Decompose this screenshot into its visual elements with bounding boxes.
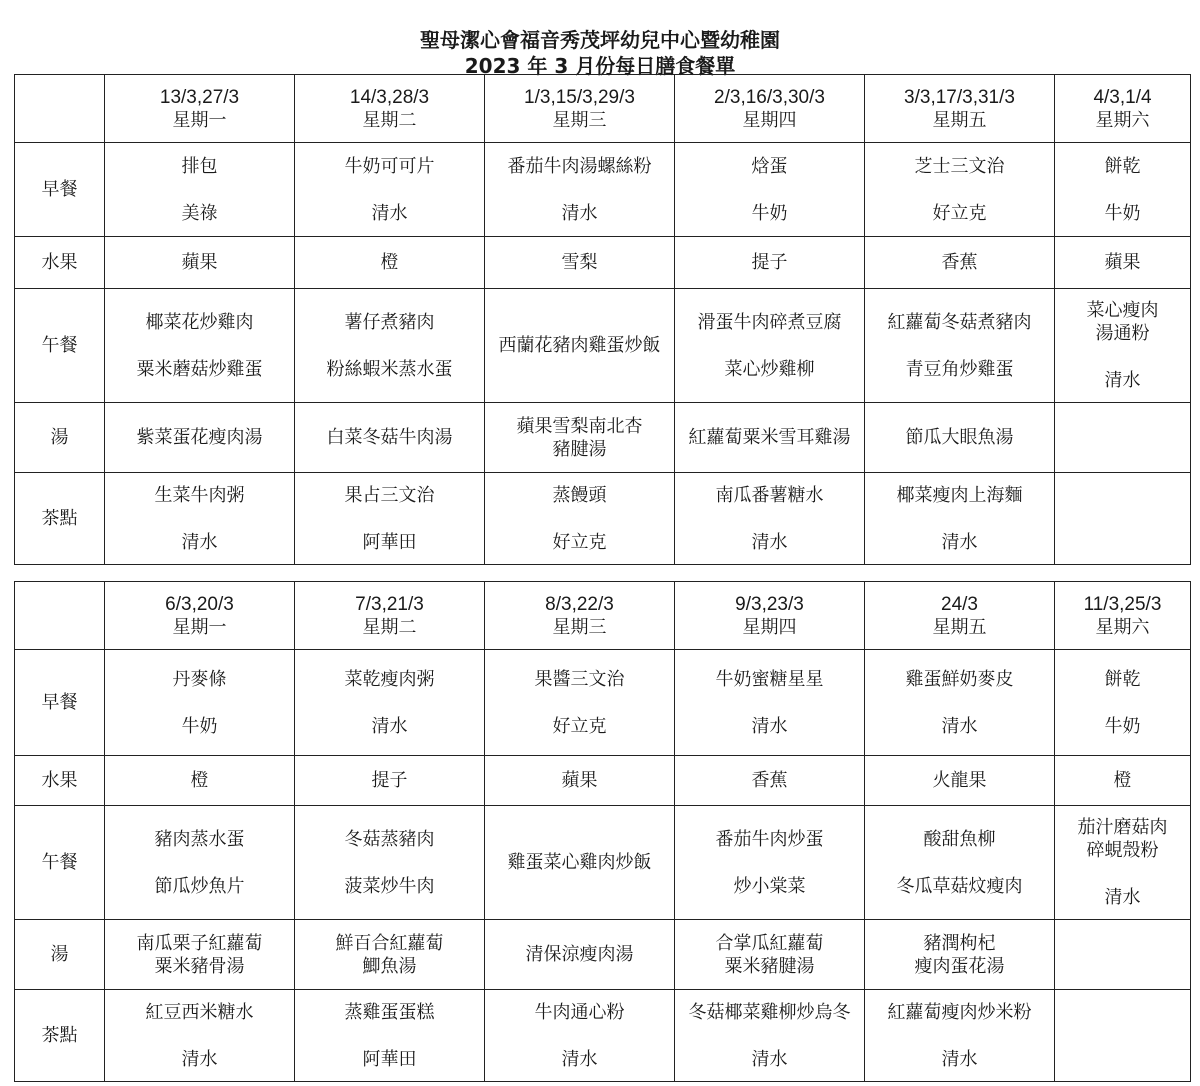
cell-spacer	[677, 1024, 862, 1048]
cell-spacer	[867, 851, 1052, 875]
menu-cell	[295, 920, 485, 990]
menu-cell	[295, 289, 485, 403]
cell-spacer	[107, 691, 292, 715]
row-label: 湯	[15, 920, 105, 990]
menu-item: 冬菇蒸豬肉	[344, 828, 435, 850]
cell-spacer	[867, 178, 1052, 202]
menu-cell	[675, 403, 865, 473]
day-header	[1055, 75, 1191, 143]
menu-item: 節瓜炒魚片	[154, 875, 245, 897]
cell-spacer	[867, 507, 1052, 531]
snack-row	[15, 473, 1191, 565]
menu-cell	[485, 806, 675, 920]
day-weekday: 星期四	[742, 616, 797, 638]
menu-item: 清水	[1104, 370, 1141, 391]
cell-spacer	[1057, 862, 1188, 886]
menu-cell	[1055, 650, 1191, 756]
menu-item: 清水	[561, 1048, 598, 1070]
menu-cell	[675, 289, 865, 403]
day-weekday: 星期二	[362, 109, 417, 131]
menu-item: 粟米豬骨湯	[154, 955, 245, 977]
menu-item: 菜乾瘦肉粥	[344, 668, 435, 690]
soup-row	[15, 403, 1191, 473]
day-date: 7/3,21/3	[355, 593, 424, 615]
menu-item: 清水	[941, 715, 978, 737]
day-date: 9/3,23/3	[735, 593, 804, 615]
menu-cell	[485, 289, 675, 403]
menu-item: 焓蛋	[751, 155, 788, 177]
menu-item: 牛奶	[1104, 202, 1141, 224]
menu-item: 清水	[561, 202, 598, 224]
corner-cell	[15, 75, 105, 143]
menu-cell: 香蕉	[675, 756, 865, 806]
corner-cell	[15, 582, 105, 650]
day-date: 14/3,28/3	[349, 86, 430, 108]
menu-item: 薯仔煮豬肉	[344, 311, 435, 333]
menu-cell	[105, 806, 295, 920]
menu-item: 餅乾	[1104, 155, 1141, 177]
menu-item: 清水	[181, 1048, 218, 1070]
day-header	[865, 75, 1055, 143]
menu-item: 湯通粉	[1095, 323, 1150, 344]
menu-item: 節瓜大眼魚湯	[905, 427, 1014, 448]
cell-spacer	[297, 851, 482, 875]
breakfast-row	[15, 143, 1191, 237]
menu-cell	[485, 143, 675, 237]
menu-cell	[485, 403, 675, 473]
menu-item: 碎蜆殼粉	[1086, 840, 1159, 861]
menu-cell	[295, 650, 485, 756]
menu-item: 南瓜栗子紅蘿蔔	[136, 932, 263, 954]
menu-item: 清水	[371, 715, 408, 737]
menu-item: 紅豆西米糖水	[145, 1001, 254, 1023]
menu-cell	[485, 920, 675, 990]
menu-item: 清水	[751, 1048, 788, 1070]
menu-item: 餅乾	[1104, 668, 1141, 690]
menu-item: 紅蘿蔔冬菇煮豬肉	[887, 311, 1032, 333]
day-weekday: 星期五	[932, 616, 987, 638]
menu-item: 美祿	[181, 202, 218, 224]
menu-cell	[485, 473, 675, 565]
day-weekday: 星期五	[932, 109, 987, 131]
menu-cell	[1055, 473, 1191, 565]
day-date: 2/3,16/3,30/3	[714, 86, 825, 108]
menu-item: 青豆角炒雞蛋	[905, 358, 1014, 380]
menu-cell	[675, 806, 865, 920]
day-weekday: 星期二	[362, 616, 417, 638]
menu-item: 紅蘿蔔瘦肉炒米粉	[887, 1001, 1032, 1023]
cell-spacer	[1057, 691, 1188, 715]
menu-cell	[485, 650, 675, 756]
fruit-row	[15, 237, 1191, 289]
cell-spacer	[677, 691, 862, 715]
menu-cell	[295, 473, 485, 565]
cell-spacer	[487, 507, 672, 531]
lunch-row	[15, 289, 1191, 403]
menu-item: 冬瓜草菇炆瘦肉	[896, 875, 1023, 897]
menu-item: 番茄牛肉炒蛋	[715, 828, 824, 850]
menu-cell: 提子	[675, 237, 865, 289]
menu-cell: 蘋果	[1055, 237, 1191, 289]
day-header	[485, 582, 675, 650]
menu-cell	[105, 143, 295, 237]
day-weekday: 星期一	[172, 616, 227, 638]
menu-item: 鯽魚湯	[362, 955, 417, 977]
day-header	[295, 582, 485, 650]
menu-item: 牛奶	[1104, 715, 1141, 737]
cell-spacer	[107, 178, 292, 202]
menu-item: 西蘭花豬肉雞蛋炒飯	[498, 335, 661, 356]
menu-item: 牛肉通心粉	[534, 1001, 625, 1023]
cell-spacer	[107, 851, 292, 875]
row-label: 水果	[15, 237, 105, 289]
menu-item: 番茄牛肉湯螺絲粉	[507, 155, 652, 177]
soup-row	[15, 920, 1191, 990]
menu-cell	[865, 920, 1055, 990]
menu-cell	[295, 806, 485, 920]
menu-item: 清水	[751, 531, 788, 553]
menu-item: 合掌瓜紅蘿蔔	[715, 932, 824, 954]
menu-item: 茄汁磨菇肉	[1077, 817, 1168, 838]
menu-item: 椰菜瘦肉上海麵	[896, 484, 1023, 506]
day-weekday: 星期一	[172, 109, 227, 131]
menu-item: 菜心炒雞柳	[724, 358, 815, 380]
menu-cell	[1055, 990, 1191, 1082]
menu-item: 白菜冬菇牛肉湯	[326, 427, 453, 448]
menu-item: 阿華田	[362, 1048, 417, 1070]
page-subtitle: 2023 年 3 月份每日膳食餐單	[464, 54, 736, 78]
menu-item: 瘦肉蛋花湯	[914, 955, 1005, 977]
header-row	[15, 582, 1191, 650]
day-header	[105, 75, 295, 143]
menu-cell: 提子	[295, 756, 485, 806]
day-weekday: 星期四	[742, 109, 797, 131]
menu-item: 紅蘿蔔粟米雪耳雞湯	[688, 427, 851, 448]
menu-item: 生菜牛肉粥	[154, 484, 245, 506]
menu-item: 南瓜番薯糖水	[715, 484, 824, 506]
breakfast-row	[15, 650, 1191, 756]
menu-item: 雞蛋鮮奶麥皮	[905, 668, 1014, 690]
menu-item: 紫菜蛋花瘦肉湯	[136, 427, 263, 448]
header-row	[15, 75, 1191, 143]
menu-cell	[1055, 920, 1191, 990]
day-header	[675, 582, 865, 650]
cell-spacer	[107, 507, 292, 531]
page-title: 聖母潔心會福音秀茂坪幼兒中心暨幼稚園	[420, 28, 780, 52]
menu-item: 椰菜花炒雞肉	[145, 311, 254, 333]
row-label: 湯	[15, 403, 105, 473]
menu-cell	[105, 289, 295, 403]
cell-spacer	[1057, 345, 1188, 369]
row-label: 茶點	[15, 990, 105, 1082]
cell-spacer	[677, 851, 862, 875]
menu-cell: 蘋果	[485, 756, 675, 806]
menu-item: 酸甜魚柳	[923, 828, 996, 850]
menu-cell: 蘋果	[105, 237, 295, 289]
menu-item: 蒸饅頭	[552, 484, 607, 506]
menu-item: 芝士三文治	[914, 155, 1005, 177]
menu-item: 清水	[371, 202, 408, 224]
day-date: 4/3,1/4	[1093, 86, 1152, 108]
menu-item: 粟米豬腱湯	[724, 955, 815, 977]
cell-spacer	[297, 1024, 482, 1048]
cell-spacer	[487, 691, 672, 715]
menu-item: 清水	[181, 531, 218, 553]
menu-item: 豬肉蒸水蛋	[154, 828, 245, 850]
menu-item: 清保涼瘦肉湯	[525, 944, 634, 965]
cell-spacer	[1057, 178, 1188, 202]
menu-cell: 雪梨	[485, 237, 675, 289]
menu-item: 菜心瘦肉	[1086, 300, 1159, 321]
menu-item: 粟米蘑菇炒雞蛋	[136, 358, 263, 380]
cell-spacer	[297, 507, 482, 531]
day-weekday: 星期六	[1095, 616, 1150, 638]
menu-cell	[485, 990, 675, 1082]
menu-cell: 橙	[105, 756, 295, 806]
menu-cell	[865, 403, 1055, 473]
row-label: 早餐	[15, 650, 105, 756]
menu-cell	[1055, 403, 1191, 473]
menu-item: 牛奶	[751, 202, 788, 224]
menu-item: 好立克	[932, 202, 987, 224]
menu-item: 果醬三文治	[534, 668, 625, 690]
day-header	[865, 582, 1055, 650]
day-date: 24/3	[941, 593, 978, 615]
snack-row	[15, 990, 1191, 1082]
cell-spacer	[867, 334, 1052, 358]
day-header	[675, 75, 865, 143]
menu-cell	[865, 650, 1055, 756]
menu-cell	[105, 920, 295, 990]
menu-cell: 橙	[1055, 756, 1191, 806]
menu-cell	[675, 650, 865, 756]
menu-cell	[105, 990, 295, 1082]
menu-cell	[675, 473, 865, 565]
menu-cell	[295, 990, 485, 1082]
menu-item: 蒸雞蛋蛋糕	[344, 1001, 435, 1023]
cell-spacer	[107, 334, 292, 358]
day-weekday: 星期三	[552, 109, 607, 131]
row-label: 午餐	[15, 289, 105, 403]
day-header	[1055, 582, 1191, 650]
cell-spacer	[107, 1024, 292, 1048]
menu-item: 鮮百合紅蘿蔔	[335, 932, 444, 954]
cell-spacer	[297, 691, 482, 715]
menu-cell	[865, 473, 1055, 565]
menu-cell	[675, 990, 865, 1082]
menu-item: 炒小棠菜	[733, 875, 806, 897]
row-label: 茶點	[15, 473, 105, 565]
menu-item: 阿華田	[362, 531, 417, 553]
menu-item: 牛奶	[181, 715, 218, 737]
menu-item: 好立克	[552, 715, 607, 737]
menu-cell	[1055, 143, 1191, 237]
menu-item: 冬菇椰菜雞柳炒烏冬	[688, 1001, 851, 1023]
menu-item: 排包	[181, 155, 218, 177]
menu-cell	[295, 403, 485, 473]
menu-cell	[105, 650, 295, 756]
day-weekday: 星期六	[1095, 109, 1150, 131]
day-date: 1/3,15/3,29/3	[524, 86, 635, 108]
menu-item: 雞蛋菜心雞肉炒飯	[507, 852, 652, 873]
menu-item: 果占三文治	[344, 484, 435, 506]
menu-cell	[865, 143, 1055, 237]
day-date: 6/3,20/3	[165, 593, 234, 615]
menu-cell	[1055, 806, 1191, 920]
cell-spacer	[867, 1024, 1052, 1048]
cell-spacer	[297, 334, 482, 358]
row-label: 早餐	[15, 143, 105, 237]
menu-item: 清水	[1104, 887, 1141, 908]
menu-item: 豬腱湯	[552, 438, 607, 460]
menu-cell	[105, 473, 295, 565]
day-date: 3/3,17/3,31/3	[904, 86, 1015, 108]
cell-spacer	[297, 178, 482, 202]
day-header	[485, 75, 675, 143]
menu-cell: 橙	[295, 237, 485, 289]
day-date: 8/3,22/3	[545, 593, 614, 615]
week-table-2	[14, 581, 1191, 1082]
day-date: 11/3,25/3	[1083, 593, 1162, 615]
row-label: 水果	[15, 756, 105, 806]
menu-item: 粉絲蝦米蒸水蛋	[326, 358, 453, 380]
menu-item: 豬潤枸杞	[923, 932, 996, 954]
menu-cell: 香蕉	[865, 237, 1055, 289]
menu-item: 滑蛋牛肉碎煮豆腐	[697, 311, 842, 333]
day-header	[105, 582, 295, 650]
fruit-row	[15, 756, 1191, 806]
menu-cell	[865, 806, 1055, 920]
day-date: 13/3,27/3	[159, 86, 240, 108]
menu-item: 清水	[941, 531, 978, 553]
day-weekday: 星期三	[552, 616, 607, 638]
menu-item: 牛奶蜜糖星星	[715, 668, 824, 690]
menu-item: 清水	[751, 715, 788, 737]
menu-cell	[865, 289, 1055, 403]
menu-cell	[105, 403, 295, 473]
menu-cell	[295, 143, 485, 237]
cell-spacer	[487, 1024, 672, 1048]
cell-spacer	[487, 178, 672, 202]
menu-cell	[675, 920, 865, 990]
menu-item: 牛奶可可片	[344, 155, 435, 177]
week-table-1	[14, 74, 1191, 565]
menu-item: 丹麥條	[172, 668, 227, 690]
menu-item: 好立克	[552, 531, 607, 553]
cell-spacer	[677, 334, 862, 358]
lunch-row	[15, 806, 1191, 920]
menu-item: 蘋果雪梨南北杏	[516, 415, 643, 437]
menu-cell	[865, 990, 1055, 1082]
menu-cell: 火龍果	[865, 756, 1055, 806]
day-header	[295, 75, 485, 143]
cell-spacer	[867, 691, 1052, 715]
menu-item: 菠菜炒牛肉	[344, 875, 435, 897]
menu-item: 清水	[941, 1048, 978, 1070]
cell-spacer	[677, 507, 862, 531]
row-label: 午餐	[15, 806, 105, 920]
menu-cell	[1055, 289, 1191, 403]
cell-spacer	[677, 178, 862, 202]
menu-cell	[675, 143, 865, 237]
